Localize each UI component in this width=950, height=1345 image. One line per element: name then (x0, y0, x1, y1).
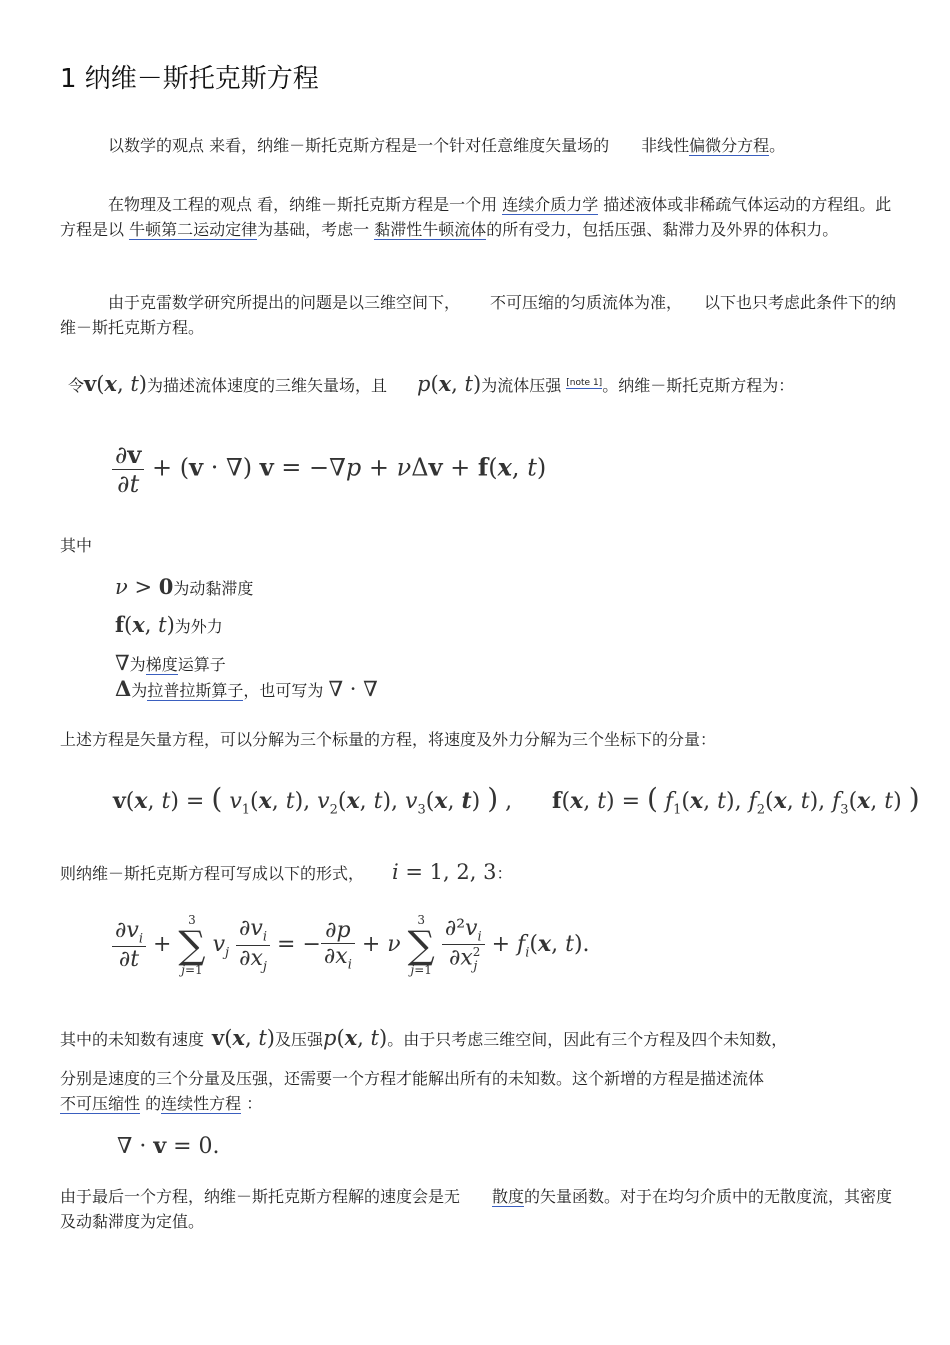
def-external-force: f(x, t)为外力 (115, 612, 223, 637)
link-newtons-second-law[interactable]: 牛顿第二运动定律 (129, 220, 258, 239)
link-continuum-mechanics[interactable]: 连续介质力学 (502, 195, 599, 214)
paragraph-math-view: 以数学的观点 来看，纳维－斯托克斯方程是一个针对任意维度矢量场的 非线性偏微分方程。 (108, 136, 786, 155)
navier-stokes-scalar-equation: $\frac{\partial v_i}{\partial t}$ + 3 ∑ j=1 $v_j$ $\frac{\partial v_i}{\partial x_j}$ = − $\frac{\partial p}{\partial x_i}$ + ν 3 ∑ j=1 $\frac{\partial^2v_i}{\partial x^2_j}$ + $f_i(x$, t). (112, 914, 590, 976)
def-gradient: ∇为梯度运算子 (115, 651, 226, 675)
force-components-equation: f(x, t) = ( $f_1(x$, t), $f_2(x$, t), $f_3(x$, t) ) (552, 782, 920, 818)
paragraph-physics-view: 在物理及工程的观点 看，纳维－斯托克斯方程是一个用 连续介质力学 描述液体或非稀疏气体运动的方程组。此方程是以 牛顿第二运动定律为基础，考虑一 黏滞性牛顿流体的所有受力，包括压强、黏滞力及外界的体积力。 (60, 195, 892, 239)
paragraph-unknowns-line2: 分别是速度的三个分量及压强，还需要一个方程才能解出所有的未知数。这个新增的方程是描述流体 (60, 1069, 765, 1088)
def-viscosity: ν > 0为动黏滞度 (115, 574, 254, 599)
note-1-link[interactable]: [note 1] (566, 377, 603, 388)
pressure-symbol: p(x, t) (416, 371, 482, 396)
link-divergence[interactable]: 散度 (492, 1187, 525, 1206)
link-incompressibility[interactable]: 不可压缩性 (60, 1094, 141, 1113)
link-gradient[interactable]: 梯度 (145, 655, 178, 674)
continuity-equation: ∇ · v = 0. (117, 1133, 220, 1159)
link-viscous-newtonian-fluid[interactable]: 黏滞性牛顿流体 (374, 220, 487, 239)
velocity-symbol: v(x, t) (84, 371, 147, 396)
paragraph-component-intro: 上述方程是矢量方程，可以分解为三个标量的方程，将速度及外力分解为三个坐标下的分量： (60, 730, 717, 749)
paragraph-definitions-intro: 令v(x, t)为描述流体速度的三维矢量场，且 p(x, t)为流体压强 [note 1]。纳维－斯托克斯方程为： (68, 371, 795, 396)
velocity-components-equation: v(x, t) = ( $v_1(x$, t), $v_2(x$, t), $v_3(x$, t) ) , (113, 782, 513, 818)
link-partial-differential-equation[interactable]: 偏微分方程 (689, 136, 770, 155)
paragraph-scalar-form-intro: 则纳维－斯托克斯方程可写成以下的形式， i = 1, 2, 3： (60, 860, 513, 884)
paragraph-unknowns: 其中的未知数有速度 v(x, t)及压强p(x, t)。由于只考虑三维空间，因此有三个方程及四个未知数， (60, 1025, 788, 1050)
navier-stokes-vector-equation: $\frac{\partial v}{\partial t}$ + (v · ∇) v = −∇p + νΔv + f(x, t) (112, 440, 546, 498)
page-title: 1 纳维－斯托克斯方程 (60, 64, 319, 94)
where-label: 其中 (60, 536, 93, 555)
paragraph-clay-problem: 由于克雷数学研究所提出的问题是以三维空间下， 不可压缩的匀质流体为准， 以下也只考虑此条件下的纳维－斯托克斯方程。 (60, 293, 897, 337)
paragraph-unknowns-line3: 不可压缩性 的连续性方程 ： (60, 1094, 263, 1113)
link-laplace-operator[interactable]: 拉普拉斯算子 (147, 681, 244, 700)
link-continuity-equation[interactable]: 连续性方程 (161, 1094, 242, 1113)
def-laplacian: Δ为拉普拉斯算子，也可写为 ∇ · ∇ (115, 676, 378, 701)
paragraph-divergence-free: 由于最后一个方程，纳维－斯托克斯方程解的速度会是无 散度的矢量函数。对于在均匀介质中的无散度流，其密度及动黏滞度为定值。 (60, 1187, 893, 1231)
